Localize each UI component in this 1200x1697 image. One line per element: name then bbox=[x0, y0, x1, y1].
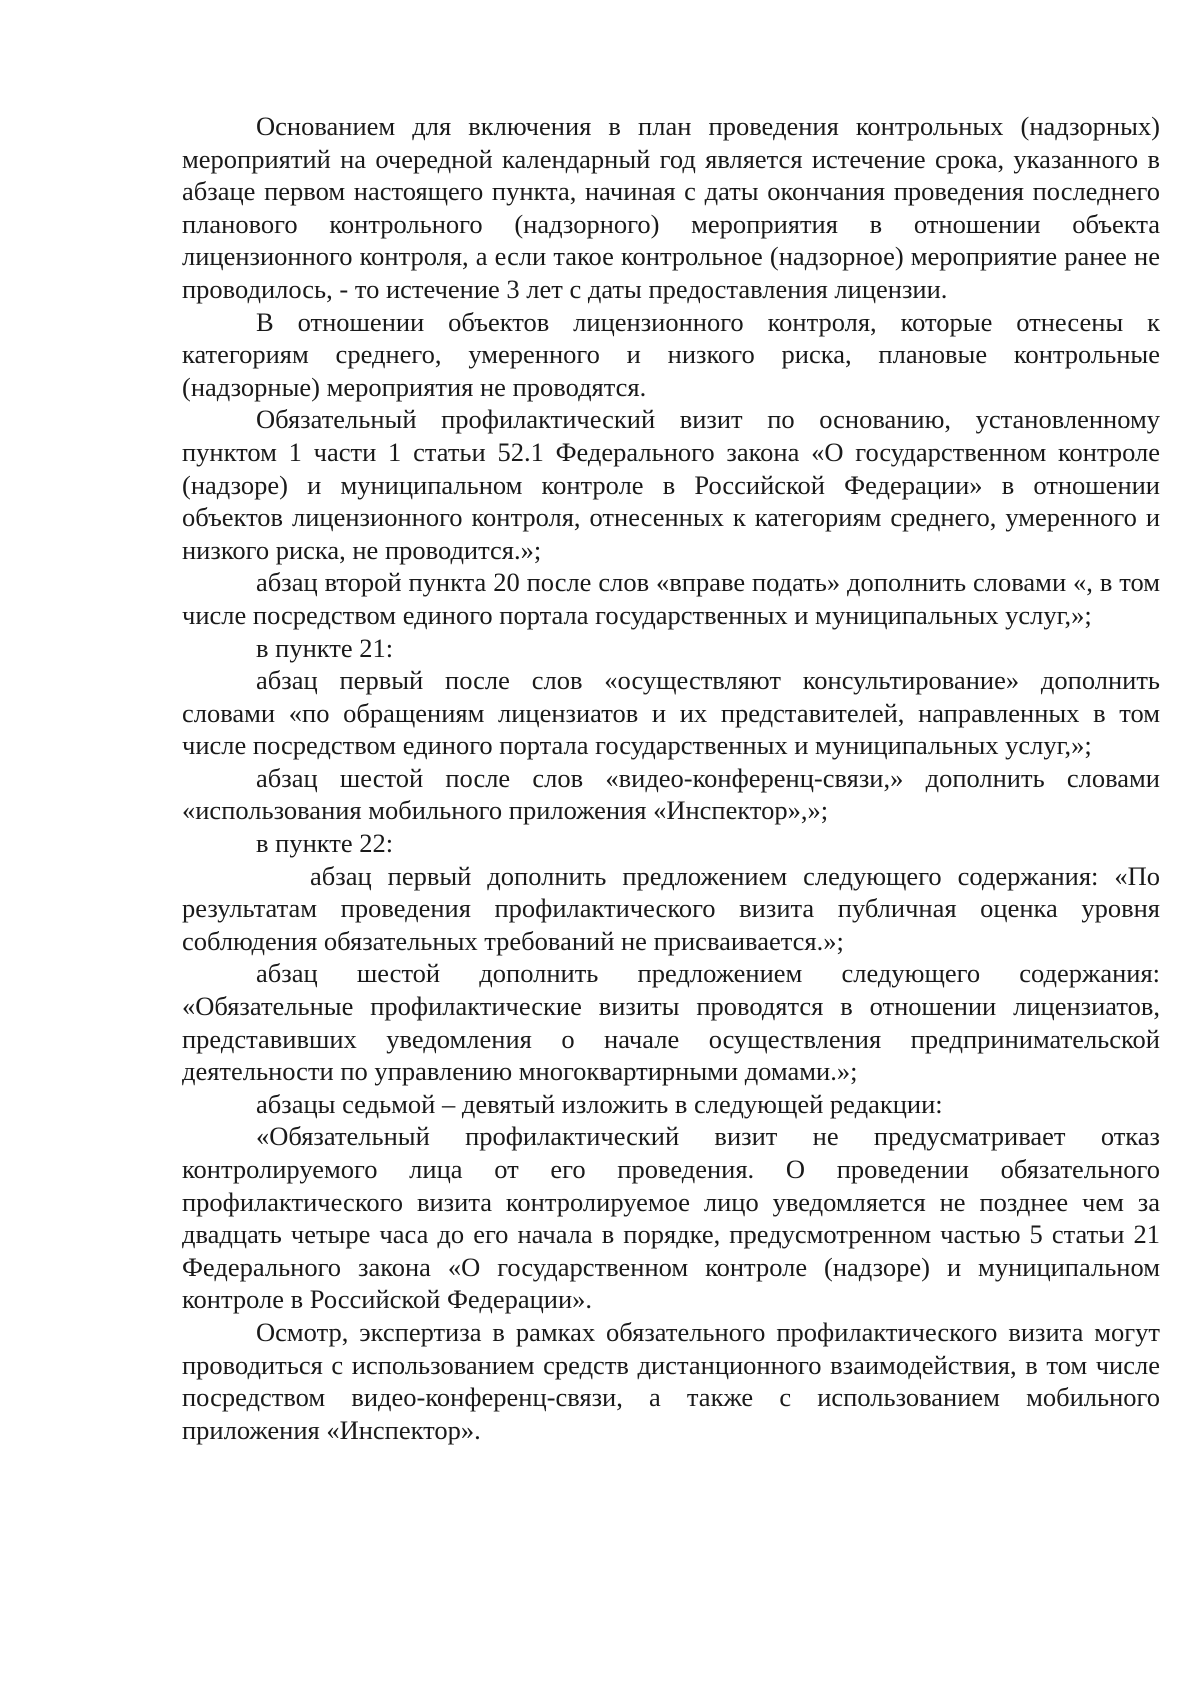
paragraph-point-21-sixth: абзац шестой после слов «видео-конференц-связи,» дополнить словами «использования мобильного приложения «Инспектор»,»; bbox=[182, 762, 1160, 826]
paragraph-visit-refusal: «Обязательный профилактический визит не предусматривает отказ контролируемого лица от его проведения. О проведении обязательного профилактического визита контролируемое лицо уведомляется не позднее чем за двадцать четыре часа до его начала в порядке, предусмотренном частью 5 статьи 21 Федерального закона «О государственном контроле (надзоре) и муниципальном контроле в Российской Федерации». bbox=[182, 1121, 1160, 1315]
paragraph-point-22-seventh-ninth: абзацы седьмой – девятый изложить в следующей редакции: bbox=[256, 1088, 943, 1119]
paragraph-point-22-sixth: абзац шестой дополнить предложением следующего содержания: «Обязательные профилактические визиты проводятся в отношении лицензиатов, представивших уведомления о начале осуществления предпринимательской деятельности по управлению многоквартирными домами.»; bbox=[182, 958, 1160, 1087]
paragraph-mandatory-visit: Обязательный профилактический визит по основанию, установленному пунктом 1 части 1 статьи 52.1 Федерального закона «О государственном контроле (надзоре) и муниципальном контроле в Российской Федерации» в отношении объектов лицензионного контроля, отнесенных к категориям среднего, умеренного и низкого риска, не проводится.»; bbox=[182, 404, 1160, 565]
paragraph-remote-inspection: Осмотр, экспертиза в рамках обязательного профилактического визита могут проводиться с использованием средств дистанционного взаимодействия, в том числе посредством видео-конференц-связи, а также с использованием мобильного приложения «Инспектор». bbox=[182, 1316, 1160, 1445]
paragraph-planning-basis: Основанием для включения в план проведения контрольных (надзорных) мероприятий на очередной календарный год является истечение срока, указанного в абзаце первом настоящего пункта, начиная с даты окончания проведения последнего планового контрольного (надзорного) мероприятия в отношении объекта лицензионного контроля, а если такое контрольное (надзорное) мероприятие ранее не проводилось, - то истечение 3 лет с даты предоставления лицензии. bbox=[182, 111, 1160, 304]
paragraph-point-21-first: абзац первый после слов «осуществляют консультирование» дополнить словами «по обращениям лицензиатов и их представителей, направленных в том числе посредством единого портала государственных и муниципальных услуг,»; bbox=[182, 665, 1160, 761]
document-body bbox=[182, 110, 1160, 1446]
paragraph-point-22-heading: в пункте 22: bbox=[256, 828, 394, 859]
paragraph-point-22-first: абзац первый дополнить предложением следующего содержания: «По результатам проведения профилактического визита публичная оценка уровня соблюдения обязательных требований не присваивается.»; bbox=[182, 860, 1160, 956]
paragraph-risk-categories: В отношении объектов лицензионного контроля, которые отнесены к категориям среднего, умеренного и низкого риска, плановые контрольные (надзорные) мероприятия не проводятся. bbox=[182, 306, 1160, 402]
paragraph-point-21-heading: в пункте 21: bbox=[256, 632, 394, 663]
paragraph-point-20: абзац второй пункта 20 после слов «вправе подать» дополнить словами «, в том числе посредством единого портала государственных и муниципальных услуг,»; bbox=[182, 567, 1160, 630]
